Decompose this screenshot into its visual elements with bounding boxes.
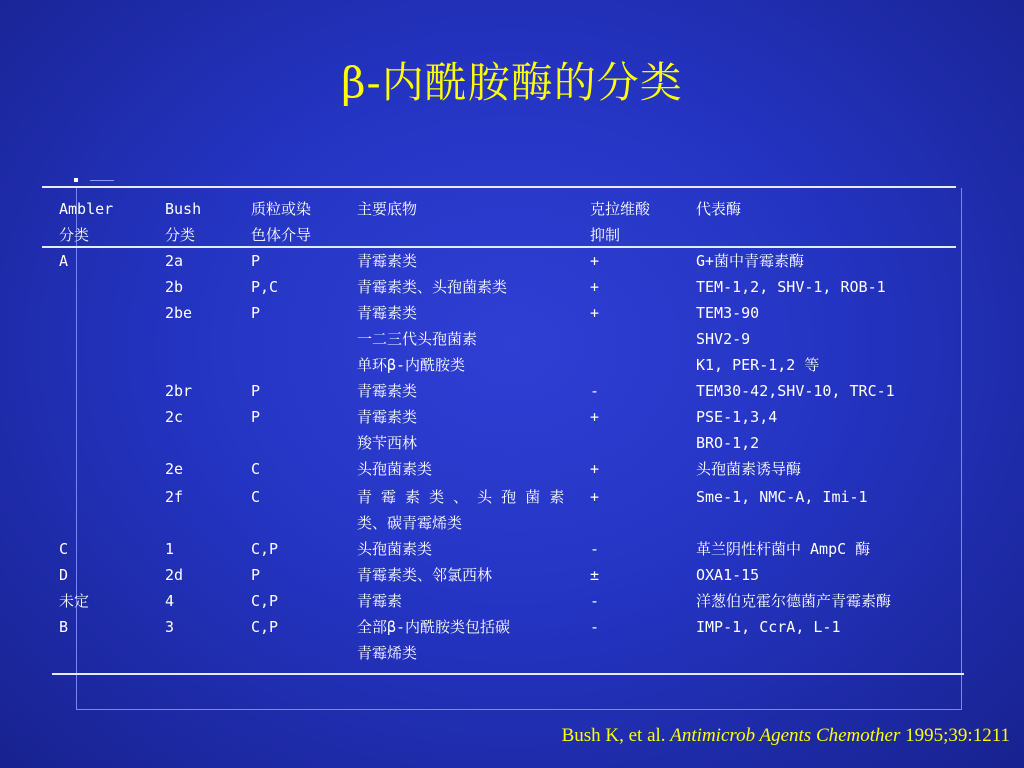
- cell-enzyme: TEM3-90: [696, 304, 760, 322]
- cell-substrate: 青霉烯类: [357, 644, 418, 662]
- cell-plasmid: P: [251, 566, 261, 584]
- cell-substrate: 青霉素类: [357, 382, 418, 400]
- cell-plasmid: P: [251, 252, 261, 270]
- cell-enzyme: BRO-1,2: [696, 434, 760, 452]
- cell-bush: 3: [165, 618, 175, 636]
- header-ambler-line1: Ambler: [59, 200, 114, 218]
- cell-clav: +: [590, 460, 600, 478]
- cell-plasmid: C,P: [251, 618, 279, 636]
- cell-bush: 2a: [165, 252, 184, 270]
- header-enzyme: 代表酶: [696, 200, 742, 218]
- cell-enzyme: OXA1-15: [696, 566, 760, 584]
- cell-bush: 4: [165, 592, 175, 610]
- cell-clav: -: [590, 618, 600, 636]
- cell-plasmid: P: [251, 408, 261, 426]
- header-substrate: 主要底物: [357, 200, 418, 218]
- cell-substrate: 一二三代头孢菌素: [357, 330, 478, 348]
- cell-enzyme: 革兰阴性杆菌中 AmpC 酶: [696, 540, 871, 558]
- cell-substrate: 青霉素类、邻氯西林: [357, 566, 493, 584]
- cell-substrate: 羧苄西林: [357, 434, 418, 452]
- cell-enzyme: 头孢菌素诱导酶: [696, 460, 802, 478]
- cell-plasmid: P: [251, 304, 261, 322]
- header-ambler-line2: 分类: [59, 226, 90, 244]
- cell-bush: 2b: [165, 278, 184, 296]
- cell-clav: +: [590, 252, 600, 270]
- cell-clav: -: [590, 592, 600, 610]
- reference-volume: 1995;39:1211: [905, 725, 1010, 746]
- cell-substrate: 单环β-内酰胺类: [357, 356, 466, 374]
- cell-ambler: D: [59, 566, 69, 584]
- header-bush-line2: 分类: [165, 226, 196, 244]
- cell-clav: +: [590, 304, 600, 322]
- cell-clav: +: [590, 488, 600, 506]
- cell-enzyme: IMP-1, CcrA, L-1: [696, 618, 841, 636]
- cell-bush: 2f: [165, 488, 184, 506]
- cell-enzyme: SHV2-9: [696, 330, 751, 348]
- table-bottom-rule: [52, 673, 964, 675]
- cell-clav: +: [590, 408, 600, 426]
- cell-substrate: 青霉素类: [357, 408, 418, 426]
- cell-plasmid: C: [251, 488, 261, 506]
- reference-authors: Bush K, et al.: [561, 725, 666, 746]
- cell-ambler: A: [59, 252, 69, 270]
- cell-enzyme: G+菌中青霉素酶: [696, 252, 805, 270]
- cell-bush: 2br: [165, 382, 193, 400]
- cell-enzyme: TEM30-42,SHV-10, TRC-1: [696, 382, 895, 400]
- cell-bush: 1: [165, 540, 175, 558]
- cell-clav: -: [590, 540, 600, 558]
- bullet-underline: [90, 180, 114, 181]
- cell-bush: 2be: [165, 304, 193, 322]
- cell-plasmid: C,P: [251, 592, 279, 610]
- table-top-rule: [42, 186, 956, 188]
- cell-clav: -: [590, 382, 600, 400]
- cell-bush: 2d: [165, 566, 184, 584]
- reference-journal: Antimicrob Agents Chemother: [670, 725, 901, 746]
- bullet-marker: [74, 178, 78, 182]
- cell-bush: 2e: [165, 460, 184, 478]
- cell-plasmid: P,C: [251, 278, 279, 296]
- cell-plasmid: C,P: [251, 540, 279, 558]
- header-clav-line2: 抑制: [590, 226, 621, 244]
- cell-plasmid: P: [251, 382, 261, 400]
- cell-clav: +: [590, 278, 600, 296]
- header-clav-line1: 克拉维酸: [590, 200, 651, 218]
- cell-substrate: 全部β-内酰胺类包括碳: [357, 618, 511, 636]
- cell-plasmid: C: [251, 460, 261, 478]
- cell-enzyme: TEM-1,2, SHV-1, ROB-1: [696, 278, 886, 296]
- cell-ambler: B: [59, 618, 69, 636]
- cell-substrate: 头孢菌素类: [357, 540, 433, 558]
- cell-bush: 2c: [165, 408, 184, 426]
- header-plasmid-line2: 色体介导: [251, 226, 312, 244]
- cell-enzyme: K1, PER-1,2 等: [696, 356, 820, 374]
- cell-enzyme: 洋葱伯克霍尔德菌产青霉素酶: [696, 592, 892, 610]
- header-plasmid-line1: 质粒或染: [251, 200, 312, 218]
- cell-clav: ±: [590, 566, 600, 584]
- cell-substrate: 头孢菌素类: [357, 460, 433, 478]
- cell-ambler: 未定: [59, 592, 90, 610]
- cell-enzyme: Sme-1, NMC-A, Imi-1: [696, 488, 868, 506]
- cell-substrate: 青 霉 素 类 、 头 孢 菌 素: [357, 488, 565, 506]
- header-bush-line1: Bush: [165, 200, 202, 218]
- cell-substrate: 青霉素: [357, 592, 403, 610]
- cell-substrate: 青霉素类: [357, 304, 418, 322]
- slide-title: β-内酰胺酶的分类: [341, 58, 683, 107]
- cell-enzyme: PSE-1,3,4: [696, 408, 778, 426]
- cell-substrate: 青霉素类: [357, 252, 418, 270]
- cell-substrate: 类、碳青霉烯类: [357, 514, 463, 532]
- cell-substrate: 青霉素类、头孢菌素类: [357, 278, 508, 296]
- cell-ambler: C: [59, 540, 69, 558]
- reference-citation: [562, 725, 1010, 747]
